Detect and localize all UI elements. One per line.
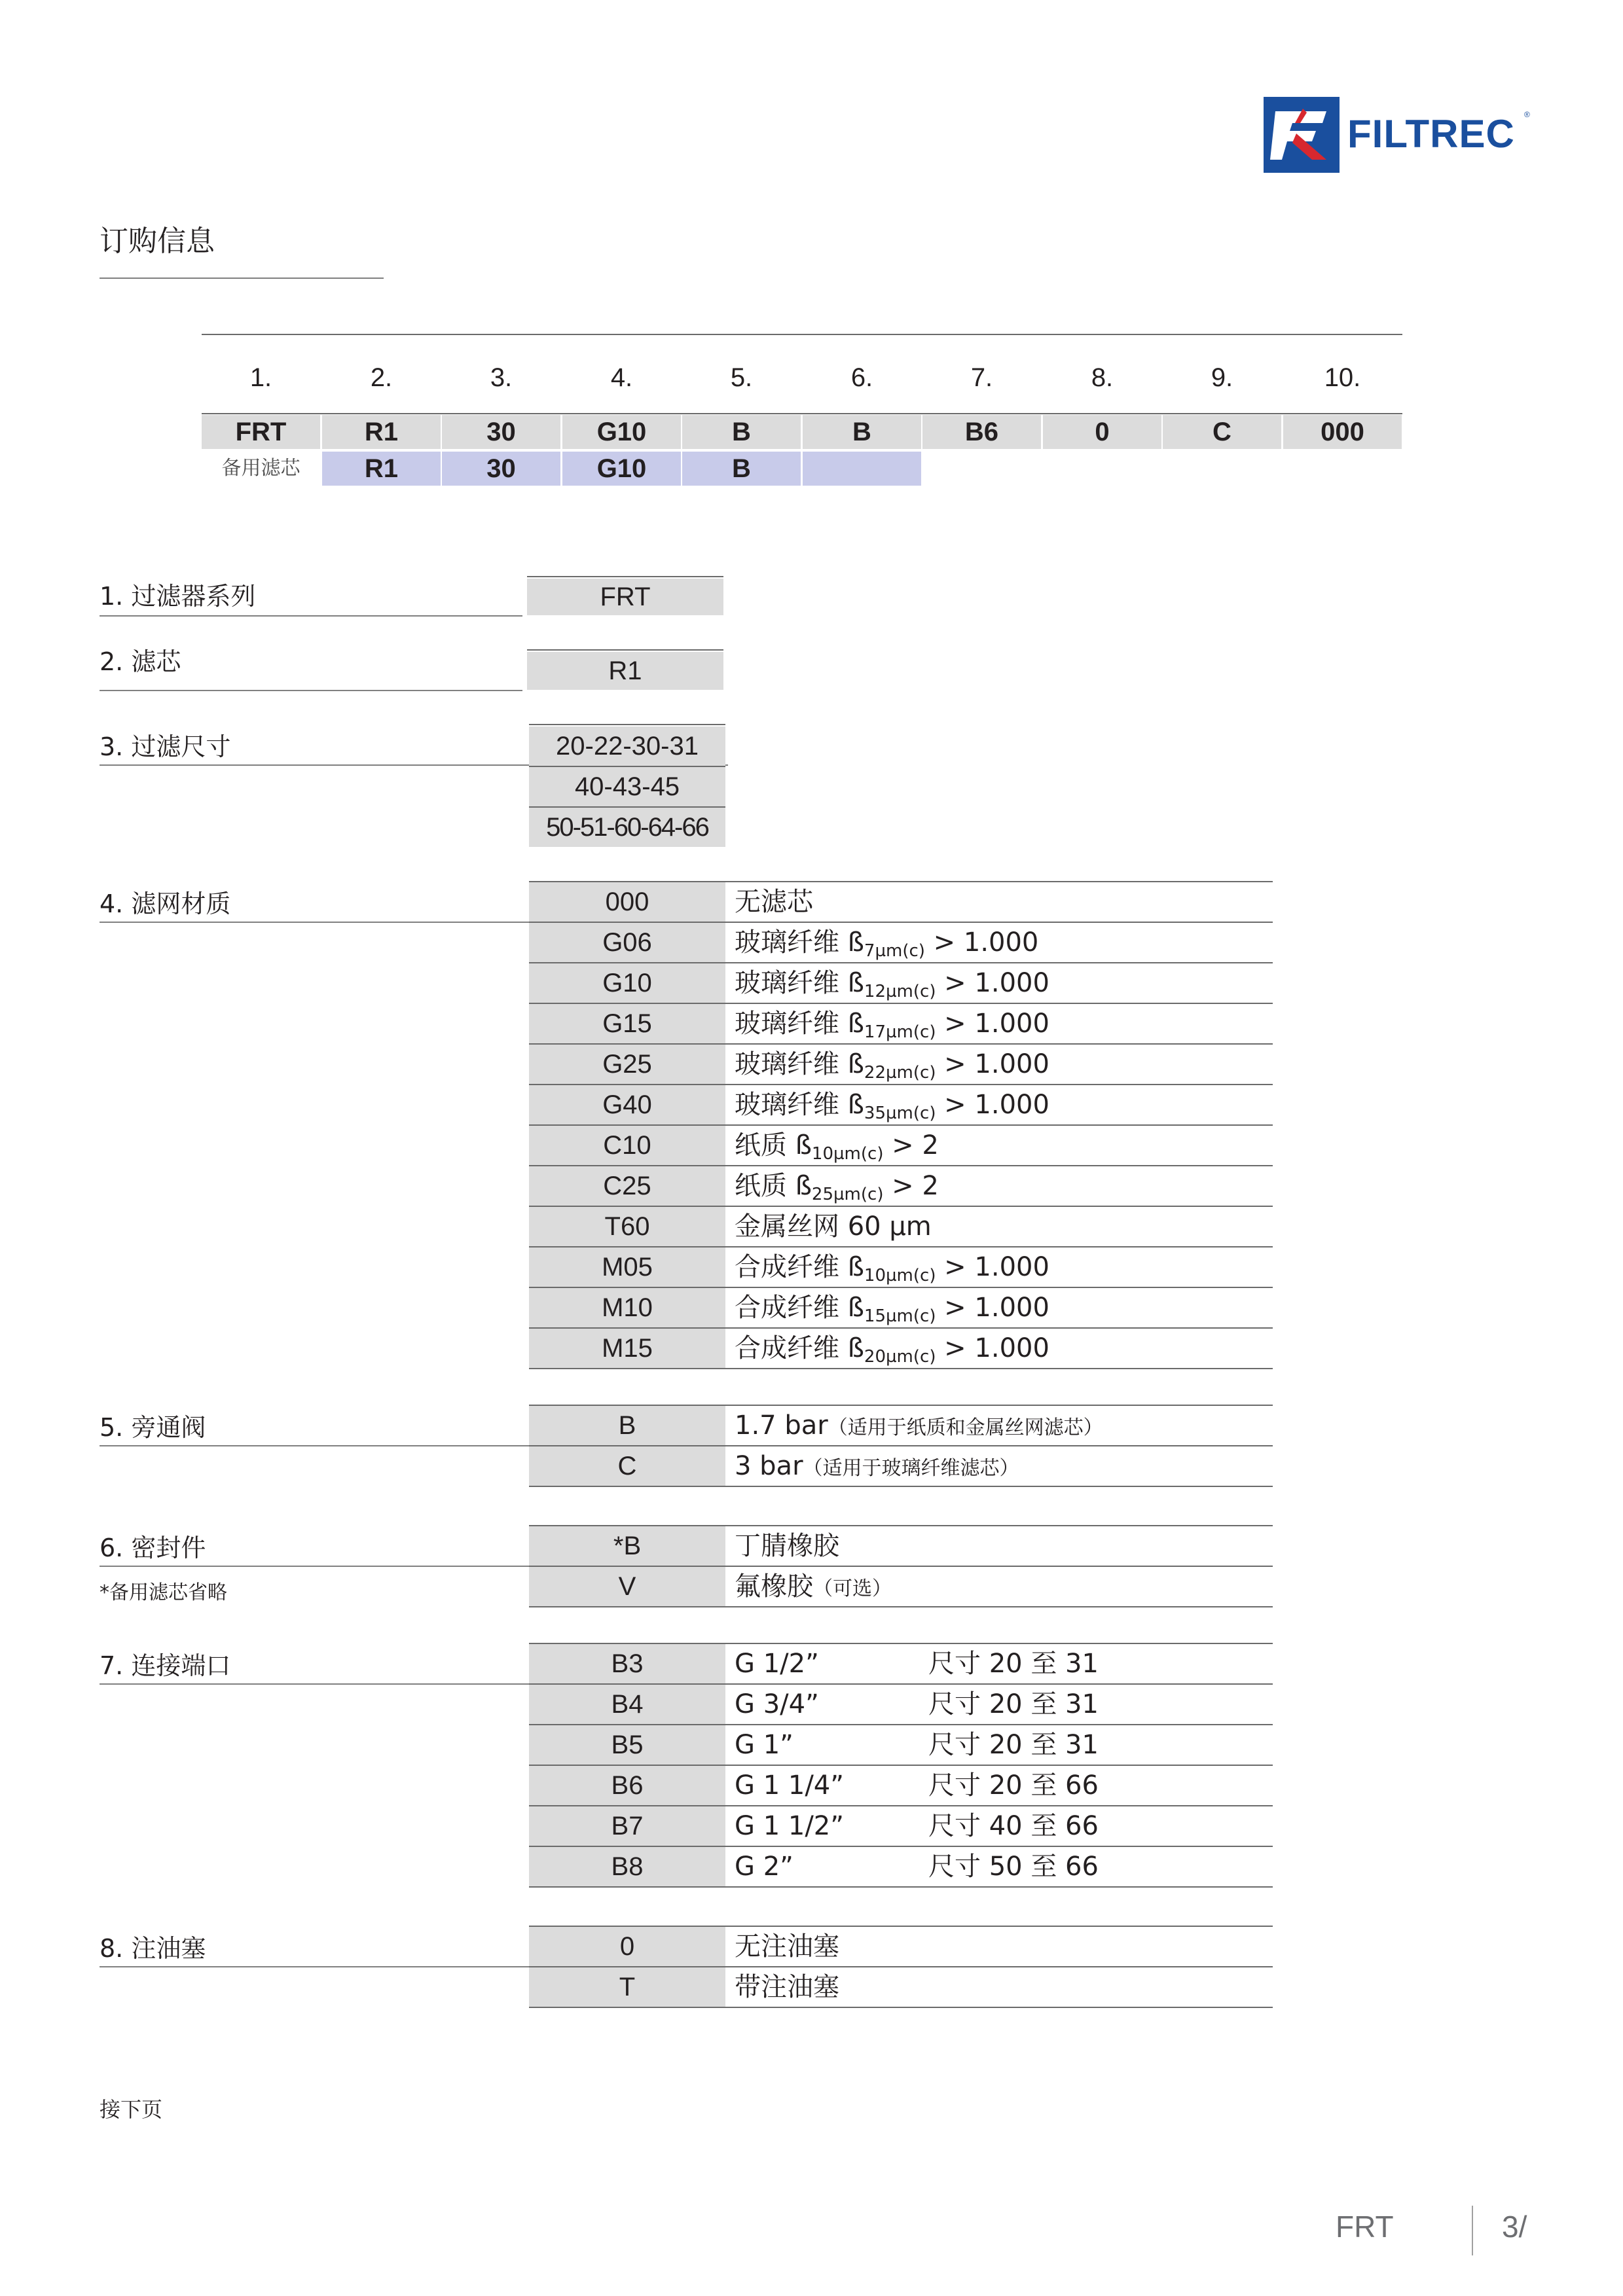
media-description [735,1207,932,1246]
section-label-seals: 6. 密封件 [100,1534,206,1562]
beta-ratio: > 2 [883,1130,939,1160]
media-description [735,1126,939,1165]
beta-subscript: 20µm(c) [864,1347,936,1367]
position-number: 7. [970,363,993,392]
table-top-rule [202,334,1402,335]
spare-code-value: R1 [322,452,441,486]
position-number: 3. [490,363,513,392]
media-code: G15 [529,1004,725,1043]
port-code: B4 [529,1685,725,1724]
port-size-range: 尺寸 40 至 66 [928,1811,1099,1841]
beta-subscript: 25µm(c) [811,1185,884,1204]
beta-ratio: > 1.000 [936,1049,1049,1079]
media-code: M10 [529,1288,725,1327]
port-thread: G 2” [735,1852,793,1882]
media-code: G10 [529,963,725,1003]
plug-code: T [529,1967,725,2007]
position-number: 9. [1211,363,1233,392]
media-text: 纸质 ß [735,1130,812,1160]
media-text: 玻璃纤维 ß [735,968,864,998]
spare-code-value [803,452,921,486]
media-code: 000 [529,882,725,922]
code-value: B6 [922,415,1041,449]
footer-separator [1472,2206,1473,2255]
section-rule [100,690,522,691]
code-value: 000 [1283,415,1402,449]
section-label-bypass: 5. 旁通阀 [100,1413,206,1442]
beta-subscript: 10µm(c) [864,1266,936,1285]
option-top-rule [527,649,723,651]
media-text: 玻璃纤维 ß [735,1090,864,1120]
position-number: 6. [850,363,873,392]
continued-note: 接下页 [100,2097,163,2122]
beta-subscript: 12µm(c) [864,982,936,1001]
port-thread: G 1/2” [735,1649,819,1679]
plug-code: 0 [529,1927,725,1966]
media-description [735,882,813,922]
bypass-description [735,1406,1103,1445]
bypass-code: B [529,1406,725,1445]
option-code: FRT [527,579,723,615]
plug-description: 无注油塞 [735,1931,839,1962]
row-rule [529,1886,1273,1888]
beta-ratio: > 1.000 [936,1252,1049,1282]
code-value: G10 [562,415,681,449]
seal-note: （可选） [813,1577,892,1600]
port-size-range: 尺寸 20 至 66 [928,1770,1099,1801]
media-description [735,1004,1049,1043]
media-description [735,1329,1049,1368]
beta-ratio: > 2 [883,1171,939,1201]
beta-subscript: 7µm(c) [864,941,925,961]
port-size-range: 尺寸 20 至 31 [928,1730,1099,1760]
section-rule [100,615,522,617]
media-code: M15 [529,1329,725,1368]
brand-wordmark: FILTREC [1347,112,1515,156]
seal-material: 氟橡胶 [735,1571,813,1602]
media-text: 合成纤维 ß [735,1293,864,1323]
spare-code-value: 30 [442,452,560,486]
media-description [735,1045,1049,1084]
registered-mark: ® [1524,110,1530,119]
seal-material: 丁腈橡胶 [735,1531,839,1561]
page-title: 订购信息 [100,224,215,258]
media-text: 玻璃纤维 ß [735,1009,864,1039]
seal-description [735,1567,892,1606]
option-code: 40-43-45 [529,767,725,806]
port-code: B5 [529,1725,725,1765]
bypass-value: 3 bar [735,1451,803,1481]
media-description [735,1085,1049,1124]
section-label-series: 1. 过滤器系列 [100,582,256,611]
code-value: R1 [322,415,441,449]
beta-ratio: > 1.000 [936,1090,1049,1120]
media-description [735,923,1038,962]
position-number: 8. [1091,363,1114,392]
seal-code: *B [529,1526,725,1566]
bypass-note: （适用于玻璃纤维滤芯） [803,1457,1019,1480]
position-number: 4. [610,363,633,392]
media-description [735,1247,1049,1287]
option-code: 50-51-60-64-66 [529,808,725,847]
media-code: G25 [529,1045,725,1084]
row-rule [529,2007,1273,2008]
port-thread: G 1 1/2” [735,1811,844,1841]
section-rule [100,1566,529,1567]
row-rule [529,1486,1273,1487]
seal-description [735,1526,839,1566]
bypass-value: 1.7 bar [735,1410,828,1441]
seal-code: V [529,1567,725,1606]
media-code: M05 [529,1247,725,1287]
position-number: 1. [249,363,272,392]
media-text: 玻璃纤维 ß [735,927,864,958]
filtrec-logo [1264,97,1539,173]
code-value: C [1163,415,1281,449]
plug-description: 带注油塞 [735,1972,839,2002]
port-code: B6 [529,1766,725,1805]
media-description [735,1166,939,1206]
position-number: 2. [370,363,393,392]
spare-element-label: 备用滤芯 [221,457,301,480]
code-value: 0 [1043,415,1161,449]
media-text: 纸质 ß [735,1171,812,1201]
section-label-element: 2. 滤芯 [100,647,181,676]
beta-ratio: > 1.000 [936,1333,1049,1363]
media-text: 合成纤维 ß [735,1333,864,1363]
spare-code-value: B [682,452,801,486]
beta-subscript: 22µm(c) [864,1063,936,1083]
title-underline [100,278,384,279]
beta-ratio: > 1.000 [936,1293,1049,1323]
option-top-rule [529,724,725,725]
filtrec-logo-mark [1264,97,1340,173]
footer-product-code: FRT [1336,2210,1394,2244]
code-value: B [682,415,801,449]
media-text: 玻璃纤维 ß [735,1049,864,1079]
section-rule [100,1683,529,1685]
beta-ratio: > 1.000 [936,968,1049,998]
option-code: R1 [527,652,723,690]
code-value: 30 [442,415,560,449]
media-code: C10 [529,1126,725,1165]
media-code: G40 [529,1085,725,1124]
option-code: 20-22-30-31 [529,726,725,766]
bypass-description [735,1446,1019,1486]
bypass-code: C [529,1446,725,1486]
section-label-size: 3. 过滤尺寸 [100,732,231,761]
row-rule [529,1606,1273,1607]
option-top-rule [527,576,723,577]
media-text: 无滤芯 [735,887,813,917]
section-label-media: 4. 滤网材质 [100,889,231,918]
section-rule [100,1445,529,1446]
port-thread: G 3/4” [735,1689,819,1719]
position-number: 10. [1324,363,1361,392]
port-size-range: 尺寸 50 至 66 [928,1852,1099,1882]
media-text: 合成纤维 ß [735,1252,864,1282]
beta-ratio: > 1.000 [924,927,1039,958]
port-code: B8 [529,1847,725,1886]
media-code: T60 [529,1207,725,1246]
beta-ratio: > 1.000 [936,1009,1049,1039]
port-code: B3 [529,1644,725,1683]
port-size-range: 尺寸 20 至 31 [928,1649,1099,1679]
seals-footnote: *备用滤芯省略 [100,1581,227,1604]
code-value: FRT [202,415,320,449]
section-label-fill-plug: 8. 注油塞 [100,1934,206,1963]
port-thread: G 1 1/4” [735,1770,844,1801]
beta-subscript: 17µm(c) [864,1022,936,1042]
media-description [735,1288,1049,1327]
section-rule [100,922,529,923]
port-thread: G 1” [735,1730,793,1760]
media-code: G06 [529,923,725,962]
position-number: 5. [730,363,753,392]
media-code: C25 [529,1166,725,1206]
beta-subscript: 35µm(c) [864,1103,936,1123]
table-mid-rule [202,413,1402,414]
beta-subscript: 15µm(c) [864,1306,936,1326]
bypass-note: （适用于纸质和金属丝网滤芯） [828,1416,1103,1439]
port-size-range: 尺寸 20 至 31 [928,1689,1099,1719]
media-text: 金属丝网 60 µm [735,1211,932,1242]
section-label-ports: 7. 连接端口 [100,1651,231,1680]
port-code: B7 [529,1806,725,1846]
spare-code-value: G10 [562,452,681,486]
code-value: B [803,415,921,449]
page-number: 3/ [1502,2210,1527,2244]
media-description [735,963,1049,1003]
section-rule [100,1966,529,1967]
row-rule [529,1368,1273,1369]
beta-subscript: 10µm(c) [811,1144,884,1164]
